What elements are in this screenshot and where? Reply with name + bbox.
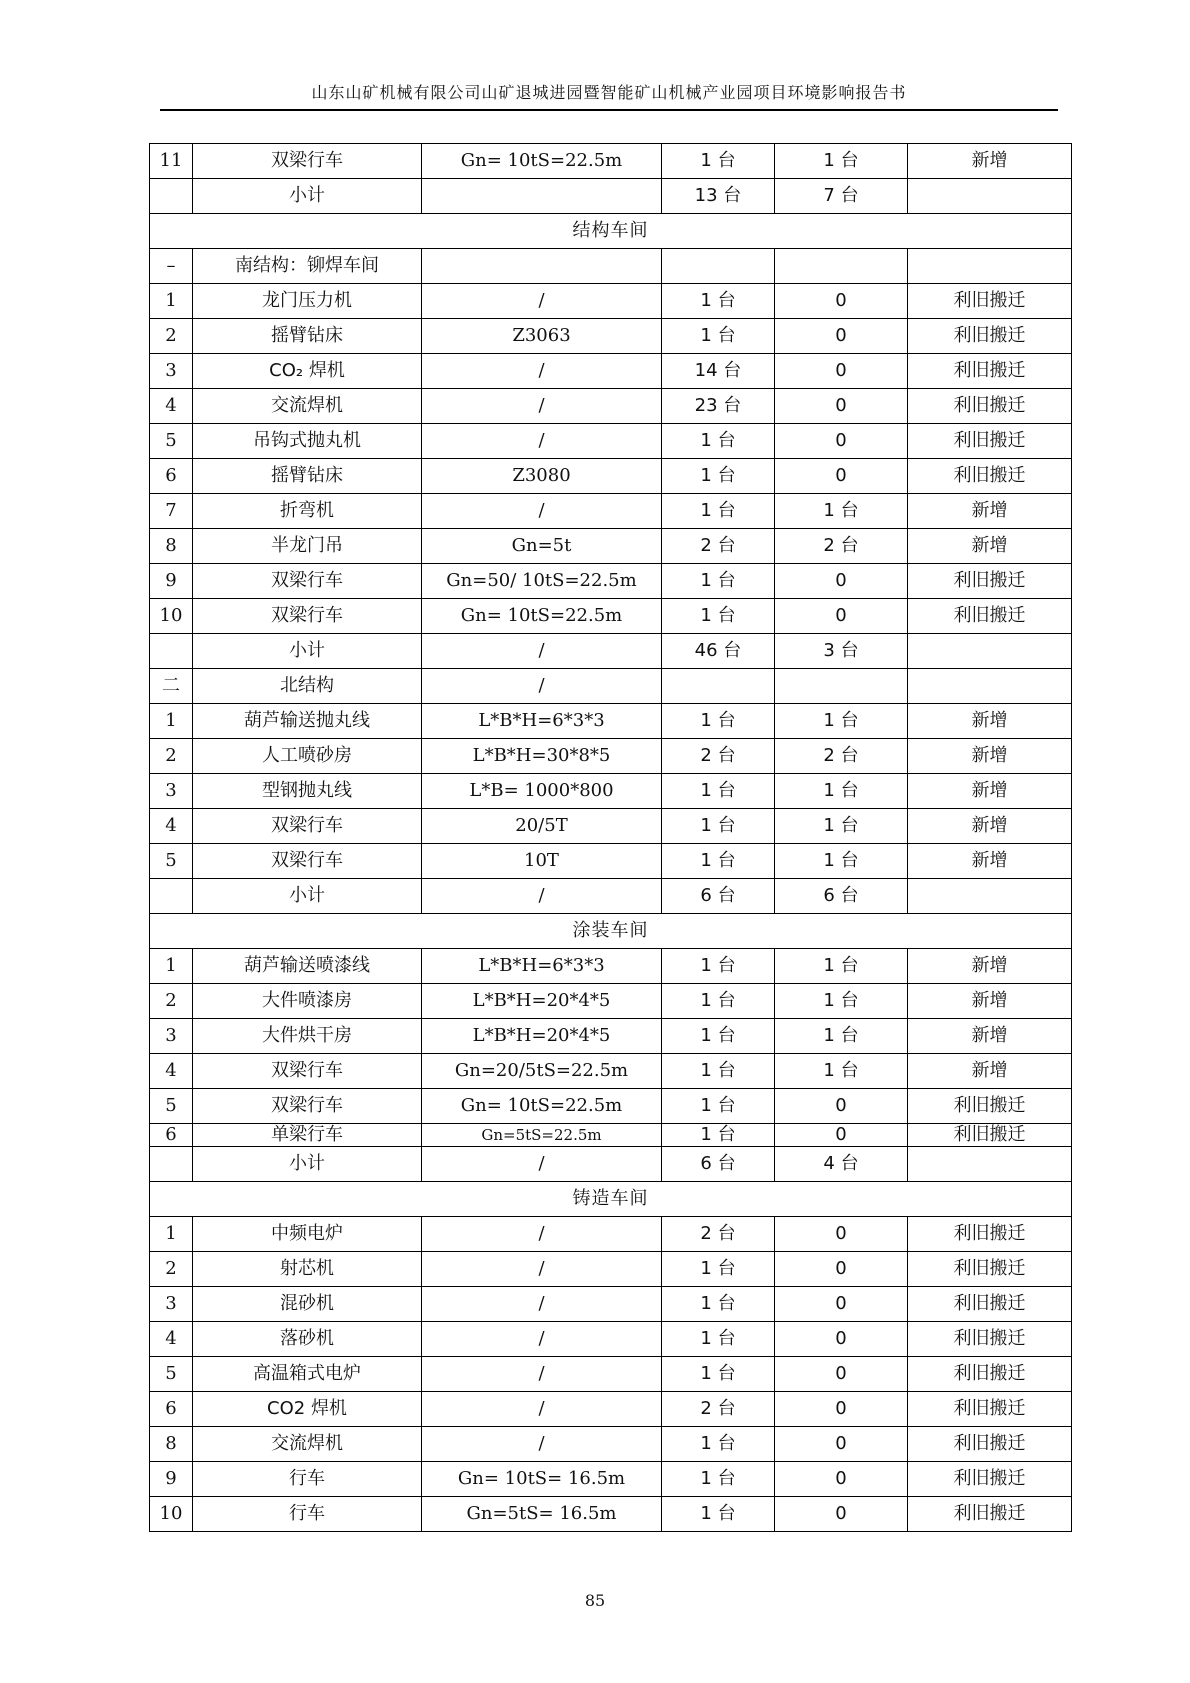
section-header-row: [150, 214, 1072, 249]
row-number-cell: 3: [150, 774, 193, 809]
new-quantity-cell: 2 台: [775, 529, 908, 564]
new-quantity-cell: 0: [775, 424, 908, 459]
specification-cell: Gn= 10tS= 16.5m: [422, 1462, 662, 1497]
equipment-name-cell: 射芯机: [193, 1252, 422, 1287]
new-quantity-cell: 0: [775, 1217, 908, 1252]
quantity-cell: 2 台: [662, 739, 775, 774]
specification-cell: /: [422, 879, 662, 914]
row-number-cell: 10: [150, 599, 193, 634]
subtotal-row: [150, 879, 1072, 914]
quantity-cell: 6 台: [662, 879, 775, 914]
subtotal-row: [150, 179, 1072, 214]
header-rule: [160, 109, 1058, 111]
new-quantity-cell: 7 台: [775, 179, 908, 214]
row-number-cell: 2: [150, 739, 193, 774]
new-quantity-cell: [775, 669, 908, 704]
new-quantity-cell: 1 台: [775, 1019, 908, 1054]
quantity-cell: 13 台: [662, 179, 775, 214]
table-row: [150, 669, 1072, 704]
remark-cell: 利旧搬迁: [908, 1427, 1072, 1462]
row-number-cell: 6: [150, 459, 193, 494]
specification-cell: /: [422, 389, 662, 424]
table-row: [150, 144, 1072, 179]
row-number-cell: 8: [150, 1427, 193, 1462]
new-quantity-cell: 3 台: [775, 634, 908, 669]
table-row: [150, 844, 1072, 879]
quantity-cell: 1 台: [662, 774, 775, 809]
remark-cell: 利旧搬迁: [908, 1462, 1072, 1497]
quantity-cell: 2 台: [662, 1392, 775, 1427]
quantity-cell: 1 台: [662, 1357, 775, 1392]
equipment-name-cell: 双梁行车: [193, 564, 422, 599]
remark-cell: 新增: [908, 494, 1072, 529]
remark-cell: 新增: [908, 809, 1072, 844]
new-quantity-cell: 6 台: [775, 879, 908, 914]
new-quantity-cell: 1 台: [775, 809, 908, 844]
remark-cell: 新增: [908, 1054, 1072, 1089]
subtotal-row: [150, 634, 1072, 669]
table-row: [150, 739, 1072, 774]
new-quantity-cell: 0: [775, 1124, 908, 1147]
row-number-cell: 3: [150, 354, 193, 389]
new-quantity-cell: 0: [775, 459, 908, 494]
specification-cell: L*B= 1000*800: [422, 774, 662, 809]
row-number-cell: [150, 634, 193, 669]
row-number-cell: [150, 1147, 193, 1182]
specification-cell: [422, 249, 662, 284]
new-quantity-cell: 1 台: [775, 144, 908, 179]
section-title: 涂装车间: [150, 914, 1072, 949]
remark-cell: 利旧搬迁: [908, 1357, 1072, 1392]
specification-cell: L*B*H=30*8*5: [422, 739, 662, 774]
equipment-name-cell: 吊钩式抛丸机: [193, 424, 422, 459]
new-quantity-cell: 1 台: [775, 1054, 908, 1089]
table-row: [150, 1392, 1072, 1427]
remark-cell: 利旧搬迁: [908, 1322, 1072, 1357]
quantity-cell: 1 台: [662, 704, 775, 739]
remark-cell: 新增: [908, 984, 1072, 1019]
equipment-name-cell: 折弯机: [193, 494, 422, 529]
specification-cell: /: [422, 669, 662, 704]
equipment-name-cell: 摇臂钻床: [193, 319, 422, 354]
row-number-cell: 6: [150, 1392, 193, 1427]
equipment-table: [149, 143, 1072, 1532]
new-quantity-cell: 0: [775, 1427, 908, 1462]
specification-cell: /: [422, 1427, 662, 1462]
specification-cell: L*B*H=20*4*5: [422, 1019, 662, 1054]
quantity-cell: 1 台: [662, 1089, 775, 1124]
specification-cell: Z3063: [422, 319, 662, 354]
remark-cell: 利旧搬迁: [908, 564, 1072, 599]
new-quantity-cell: 1 台: [775, 844, 908, 879]
new-quantity-cell: 0: [775, 1252, 908, 1287]
specification-cell: 20/5T: [422, 809, 662, 844]
remark-cell: 利旧搬迁: [908, 354, 1072, 389]
equipment-name-cell: 双梁行车: [193, 844, 422, 879]
table-row: [150, 774, 1072, 809]
table-row: [150, 1124, 1072, 1147]
remark-cell: 利旧搬迁: [908, 1217, 1072, 1252]
specification-cell: Gn=5tS= 16.5m: [422, 1497, 662, 1532]
row-number-cell: 2: [150, 984, 193, 1019]
table-row: [150, 1287, 1072, 1322]
remark-cell: [908, 669, 1072, 704]
quantity-cell: 1 台: [662, 1462, 775, 1497]
specification-cell: Gn=20/5tS=22.5m: [422, 1054, 662, 1089]
equipment-name-cell: CO2 焊机: [193, 1392, 422, 1427]
new-quantity-cell: 0: [775, 1089, 908, 1124]
row-number-cell: 8: [150, 529, 193, 564]
quantity-cell: 1 台: [662, 564, 775, 599]
equipment-name-cell: 双梁行车: [193, 1054, 422, 1089]
new-quantity-cell: 0: [775, 1392, 908, 1427]
specification-cell: /: [422, 1147, 662, 1182]
quantity-cell: 1 台: [662, 1054, 775, 1089]
row-number-cell: 1: [150, 704, 193, 739]
row-number-cell: 2: [150, 319, 193, 354]
equipment-name-cell: 大件喷漆房: [193, 984, 422, 1019]
table-row: [150, 949, 1072, 984]
quantity-cell: 1 台: [662, 844, 775, 879]
remark-cell: [908, 1147, 1072, 1182]
table-row: [150, 459, 1072, 494]
specification-cell: /: [422, 284, 662, 319]
table-row: [150, 494, 1072, 529]
quantity-cell: [662, 249, 775, 284]
quantity-cell: 1 台: [662, 144, 775, 179]
quantity-cell: 6 台: [662, 1147, 775, 1182]
new-quantity-cell: 1 台: [775, 704, 908, 739]
quantity-cell: 1 台: [662, 984, 775, 1019]
remark-cell: 利旧搬迁: [908, 424, 1072, 459]
quantity-cell: 1 台: [662, 459, 775, 494]
specification-cell: /: [422, 1357, 662, 1392]
equipment-name-cell: 双梁行车: [193, 144, 422, 179]
specification-cell: Gn= 10tS=22.5m: [422, 599, 662, 634]
row-number-cell: 1: [150, 284, 193, 319]
new-quantity-cell: 1 台: [775, 984, 908, 1019]
table-row: [150, 984, 1072, 1019]
row-number-cell: 6: [150, 1124, 193, 1147]
specification-cell: Z3080: [422, 459, 662, 494]
quantity-cell: 1 台: [662, 1427, 775, 1462]
table-row: [150, 1357, 1072, 1392]
specification-cell: L*B*H=6*3*3: [422, 704, 662, 739]
remark-cell: 新增: [908, 144, 1072, 179]
new-quantity-cell: 0: [775, 1322, 908, 1357]
new-quantity-cell: 1 台: [775, 949, 908, 984]
table-row: [150, 1322, 1072, 1357]
remark-cell: 新增: [908, 774, 1072, 809]
table-row: [150, 1497, 1072, 1532]
remark-cell: [908, 249, 1072, 284]
section-title: 结构车间: [150, 214, 1072, 249]
subtotal-row: [150, 1147, 1072, 1182]
new-quantity-cell: 1 台: [775, 774, 908, 809]
row-number-cell: 二: [150, 669, 193, 704]
equipment-name-cell: 大件烘干房: [193, 1019, 422, 1054]
table-row: [150, 424, 1072, 459]
quantity-cell: 23 台: [662, 389, 775, 424]
remark-cell: 利旧搬迁: [908, 319, 1072, 354]
table-row: [150, 1252, 1072, 1287]
remark-cell: 利旧搬迁: [908, 599, 1072, 634]
remark-cell: [908, 634, 1072, 669]
row-number-cell: 9: [150, 564, 193, 599]
remark-cell: [908, 879, 1072, 914]
remark-cell: [908, 179, 1072, 214]
table-row: [150, 354, 1072, 389]
remark-cell: 利旧搬迁: [908, 284, 1072, 319]
remark-cell: 新增: [908, 949, 1072, 984]
equipment-name-cell: 北结构: [193, 669, 422, 704]
specification-cell: L*B*H=6*3*3: [422, 949, 662, 984]
remark-cell: 利旧搬迁: [908, 459, 1072, 494]
quantity-cell: 1 台: [662, 494, 775, 529]
table-row: [150, 1217, 1072, 1252]
row-number-cell: 1: [150, 1217, 193, 1252]
quantity-cell: 1 台: [662, 809, 775, 844]
table-row: [150, 1054, 1072, 1089]
table-row: [150, 319, 1072, 354]
section-header-row: [150, 1182, 1072, 1217]
table-row: [150, 529, 1072, 564]
remark-cell: 新增: [908, 739, 1072, 774]
equipment-name-cell: 混砂机: [193, 1287, 422, 1322]
quantity-cell: [662, 669, 775, 704]
row-number-cell: 10: [150, 1497, 193, 1532]
remark-cell: 新增: [908, 1019, 1072, 1054]
specification-cell: Gn=5t: [422, 529, 662, 564]
table-row: [150, 1089, 1072, 1124]
remark-cell: 利旧搬迁: [908, 1392, 1072, 1427]
quantity-cell: 1 台: [662, 319, 775, 354]
table-row: [150, 1462, 1072, 1497]
specification-cell: [422, 179, 662, 214]
table-row: [150, 599, 1072, 634]
specification-cell: L*B*H=20*4*5: [422, 984, 662, 1019]
equipment-name-cell: 交流焊机: [193, 389, 422, 424]
row-number-cell: 3: [150, 1019, 193, 1054]
new-quantity-cell: 2 台: [775, 739, 908, 774]
specification-cell: /: [422, 1392, 662, 1427]
remark-cell: 利旧搬迁: [908, 1287, 1072, 1322]
page-number: 85: [584, 1591, 606, 1610]
quantity-cell: 1 台: [662, 1124, 775, 1147]
quantity-cell: 1 台: [662, 949, 775, 984]
equipment-name-cell: 葫芦输送抛丸线: [193, 704, 422, 739]
row-number-cell: 4: [150, 1054, 193, 1089]
quantity-cell: 1 台: [662, 1252, 775, 1287]
row-number-cell: 7: [150, 494, 193, 529]
remark-cell: 利旧搬迁: [908, 1252, 1072, 1287]
row-number-cell: 4: [150, 809, 193, 844]
table-row: [150, 1019, 1072, 1054]
row-number-cell: 9: [150, 1462, 193, 1497]
equipment-name-cell: 半龙门吊: [193, 529, 422, 564]
equipment-name-cell: 高温箱式电炉: [193, 1357, 422, 1392]
new-quantity-cell: 0: [775, 1287, 908, 1322]
table-row: [150, 389, 1072, 424]
new-quantity-cell: 1 台: [775, 494, 908, 529]
row-number-cell: 5: [150, 424, 193, 459]
quantity-cell: 1 台: [662, 424, 775, 459]
new-quantity-cell: 0: [775, 599, 908, 634]
equipment-name-cell: 交流焊机: [193, 1427, 422, 1462]
new-quantity-cell: [775, 249, 908, 284]
quantity-cell: 2 台: [662, 529, 775, 564]
specification-cell: Gn= 10tS=22.5m: [422, 1089, 662, 1124]
equipment-name-cell: 小计: [193, 879, 422, 914]
row-number-cell: [150, 879, 193, 914]
table-row: [150, 249, 1072, 284]
row-number-cell: [150, 179, 193, 214]
equipment-name-cell: 小计: [193, 179, 422, 214]
quantity-cell: 2 台: [662, 1217, 775, 1252]
row-number-cell: 4: [150, 1322, 193, 1357]
section-title: 铸造车间: [150, 1182, 1072, 1217]
new-quantity-cell: 0: [775, 1462, 908, 1497]
remark-cell: 利旧搬迁: [908, 1089, 1072, 1124]
equipment-name-cell: 型钢抛丸线: [193, 774, 422, 809]
quantity-cell: 1 台: [662, 284, 775, 319]
row-number-cell: 2: [150, 1252, 193, 1287]
equipment-name-cell: 葫芦输送喷漆线: [193, 949, 422, 984]
specification-cell: /: [422, 354, 662, 389]
equipment-name-cell: 双梁行车: [193, 809, 422, 844]
specification-cell: /: [422, 494, 662, 529]
quantity-cell: 1 台: [662, 1497, 775, 1532]
table-row: [150, 809, 1072, 844]
equipment-name-cell: 行车: [193, 1462, 422, 1497]
remark-cell: 新增: [908, 844, 1072, 879]
equipment-name-cell: 单梁行车: [193, 1124, 422, 1147]
equipment-name-cell: 双梁行车: [193, 599, 422, 634]
equipment-name-cell: 落砂机: [193, 1322, 422, 1357]
equipment-name-cell: 龙门压力机: [193, 284, 422, 319]
quantity-cell: 1 台: [662, 599, 775, 634]
equipment-name-cell: CO₂ 焊机: [193, 354, 422, 389]
remark-cell: 新增: [908, 529, 1072, 564]
specification-cell: /: [422, 424, 662, 459]
new-quantity-cell: 0: [775, 389, 908, 424]
quantity-cell: 46 台: [662, 634, 775, 669]
document-header-title: 山东山矿机械有限公司山矿退城进园暨智能矿山机械产业园项目环境影响报告书: [311, 83, 907, 102]
table-row: [150, 704, 1072, 739]
new-quantity-cell: 0: [775, 354, 908, 389]
row-number-cell: –: [150, 249, 193, 284]
remark-cell: 利旧搬迁: [908, 1497, 1072, 1532]
quantity-cell: 14 台: [662, 354, 775, 389]
specification-cell: 10T: [422, 844, 662, 879]
quantity-cell: 1 台: [662, 1287, 775, 1322]
equipment-name-cell: 摇臂钻床: [193, 459, 422, 494]
specification-cell: /: [422, 634, 662, 669]
table-row: [150, 564, 1072, 599]
equipment-name-cell: 小计: [193, 634, 422, 669]
row-number-cell: 11: [150, 144, 193, 179]
row-number-cell: 5: [150, 844, 193, 879]
row-number-cell: 3: [150, 1287, 193, 1322]
row-number-cell: 5: [150, 1089, 193, 1124]
equipment-name-cell: 人工喷砂房: [193, 739, 422, 774]
table-row: [150, 1427, 1072, 1462]
specification-cell: /: [422, 1322, 662, 1357]
section-header-row: [150, 914, 1072, 949]
new-quantity-cell: 0: [775, 564, 908, 599]
new-quantity-cell: 4 台: [775, 1147, 908, 1182]
specification-cell: /: [422, 1287, 662, 1322]
equipment-name-cell: 中频电炉: [193, 1217, 422, 1252]
equipment-name-cell: 小计: [193, 1147, 422, 1182]
new-quantity-cell: 0: [775, 284, 908, 319]
equipment-name-cell: 南结构：铆焊车间: [193, 249, 422, 284]
row-number-cell: 4: [150, 389, 193, 424]
specification-cell: Gn=5tS=22.5m: [422, 1124, 662, 1147]
row-number-cell: 1: [150, 949, 193, 984]
new-quantity-cell: 0: [775, 1497, 908, 1532]
remark-cell: 利旧搬迁: [908, 389, 1072, 424]
row-number-cell: 5: [150, 1357, 193, 1392]
specification-cell: /: [422, 1252, 662, 1287]
equipment-name-cell: 行车: [193, 1497, 422, 1532]
quantity-cell: 1 台: [662, 1019, 775, 1054]
new-quantity-cell: 0: [775, 1357, 908, 1392]
specification-cell: /: [422, 1217, 662, 1252]
specification-cell: Gn= 10tS=22.5m: [422, 144, 662, 179]
table-row: [150, 284, 1072, 319]
quantity-cell: 1 台: [662, 1322, 775, 1357]
remark-cell: 利旧搬迁: [908, 1124, 1072, 1147]
equipment-name-cell: 双梁行车: [193, 1089, 422, 1124]
specification-cell: Gn=50/ 10tS=22.5m: [422, 564, 662, 599]
new-quantity-cell: 0: [775, 319, 908, 354]
remark-cell: 新增: [908, 704, 1072, 739]
